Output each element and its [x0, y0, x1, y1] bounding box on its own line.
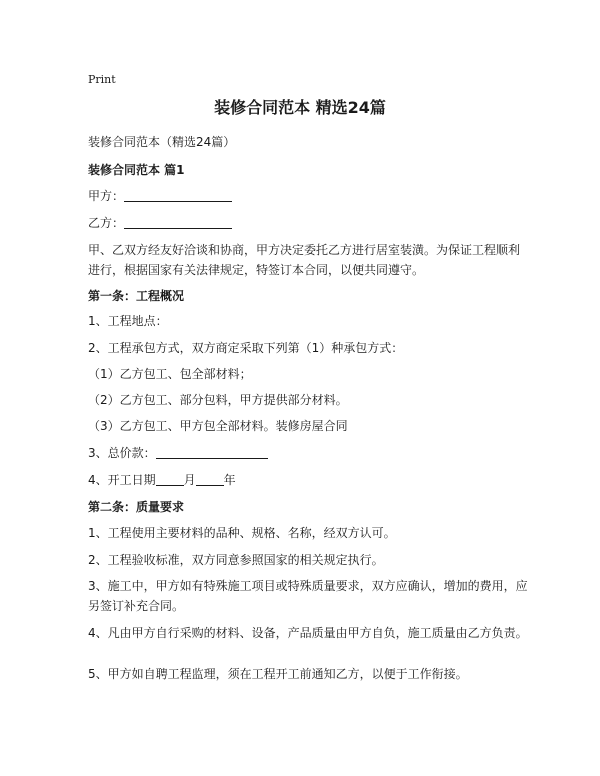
requirement-1: 1、工程使用主要材料的品种、规格、名称，经双方认可。: [88, 526, 396, 540]
item-4-year: 年: [223, 473, 236, 487]
item-4-month: 月: [183, 473, 196, 487]
requirement-2: 2、工程验收标准，双方同意参照国家的相关规定执行。: [88, 553, 384, 567]
article2-heading: 第二条：质量要求: [88, 500, 185, 514]
item-3-label: 3、总价款：: [88, 446, 156, 460]
option-2: （2）乙方包工、部分包料，甲方提供部分材料。: [88, 393, 348, 407]
document-subtitle: 装修合同范本（精选24篇）: [88, 135, 236, 149]
intro-paragraph: 甲、乙双方经友好洽谈和协商，甲方决定委托乙方进行居室装潢。为保证工程顺利进行，根据国家有关法律规定，特签订本合同，以便共同遵守。: [88, 243, 521, 277]
page-title: 装修合同范本 精选24篇: [214, 98, 386, 117]
option-1: （1）乙方包工、包全部材料；: [88, 367, 252, 381]
party-a-label: 甲方：: [88, 189, 125, 203]
requirement-5: 5、甲方如自聘工程监理，须在工程开工前通知乙方，以便于工作衔接。: [88, 667, 468, 681]
party-b-label: 乙方：: [88, 216, 125, 230]
article1-heading: 第一条：工程概况: [88, 289, 185, 303]
item-4-line: [88, 472, 236, 488]
item-3-line: [88, 445, 268, 461]
item-1: 1、工程地点：: [88, 314, 168, 328]
total-price-blank: [156, 446, 268, 459]
option-3: （3）乙方包工、甲方包全部材料。装修房屋合同: [88, 419, 348, 433]
item-2: 2、工程承包方式，双方商定采取下列第（1）种承包方式：: [88, 341, 404, 355]
party-b-blank: [124, 216, 232, 229]
party-a-line: [88, 188, 232, 204]
item-4-prefix: 4、开工日期: [88, 473, 156, 487]
start-date-blank-1: [156, 473, 184, 486]
print-link[interactable]: Print: [88, 73, 116, 86]
party-a-blank: [124, 189, 232, 202]
requirement-3: 3、施工中，甲方如有特殊施工项目或特殊质量要求，双方应确认，增加的费用，应另签订补充合同。: [88, 579, 528, 613]
party-b-line: [88, 215, 232, 231]
section-heading: 装修合同范本 篇1: [88, 163, 185, 177]
start-date-blank-2: [196, 473, 224, 486]
requirement-4: 4、凡由甲方自行采购的材料、设备，产品质量由甲方自负，施工质量由乙方负责。: [88, 626, 528, 640]
